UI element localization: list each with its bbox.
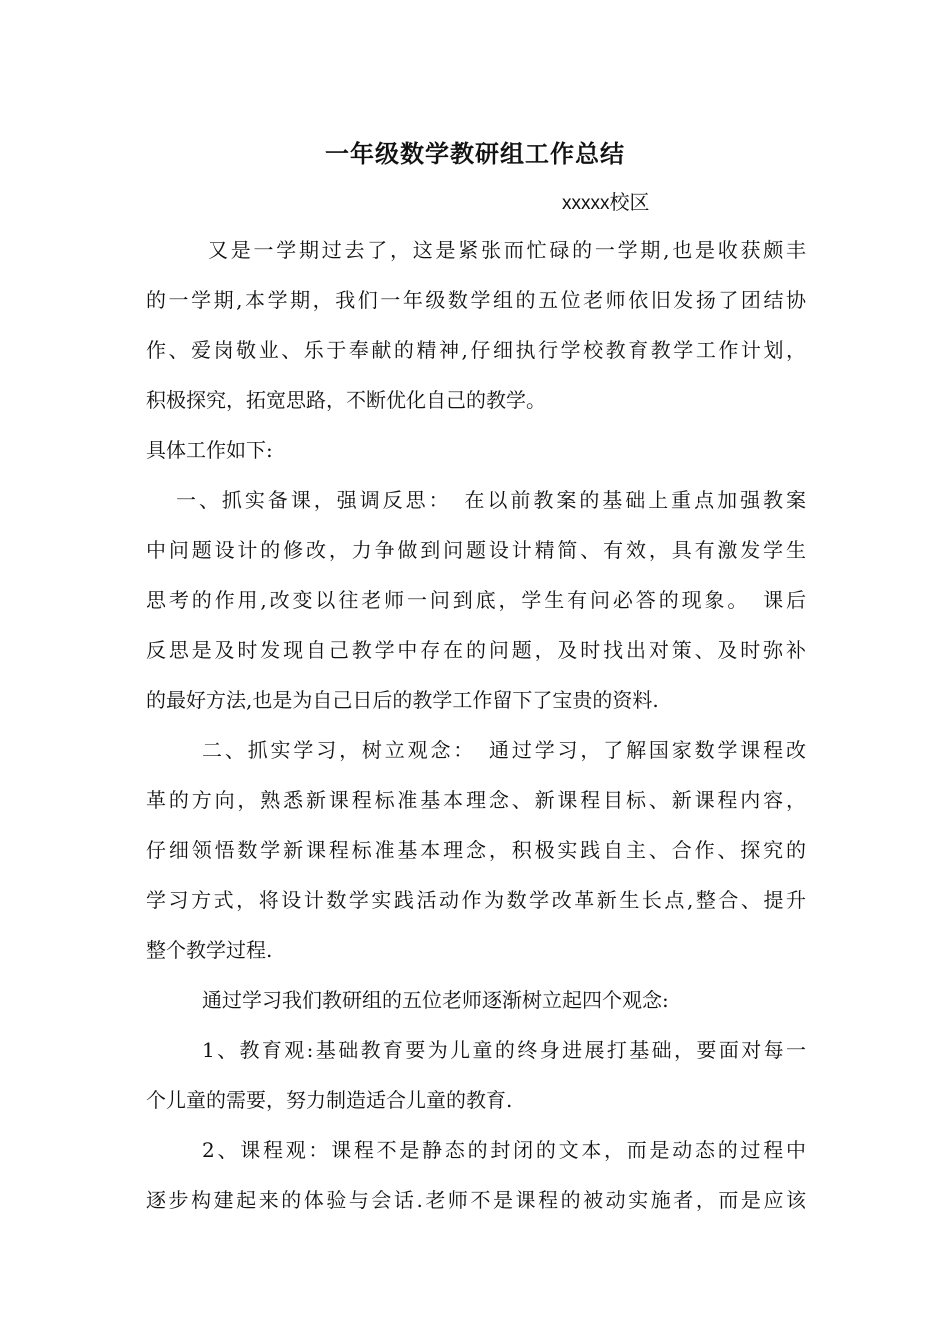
paragraph-line: 仔细领悟数学新课程标准基本理念，积极实践自主、合作、探究的 [146, 838, 806, 862]
paragraph-line: 个儿童的需要，努力制造适合儿童的教育. [146, 1088, 513, 1112]
paragraph-line: 的最好方法,也是为自己日后的教学工作留下了宝贵的资料. [146, 688, 659, 712]
paragraph-line: 学习方式，将设计数学实践活动作为数学改革新生长点,整合、提升 [146, 888, 806, 912]
paragraph-line: 反思是及时发现自己教学中存在的问题，及时找出对策、及时弥补 [146, 638, 806, 662]
document-title: 一年级数学教研组工作总结 [325, 139, 625, 168]
paragraph-line: 革的方向，熟悉新课程标准基本理念、新课程目标、新课程内容， [146, 788, 806, 812]
campus-prefix: xxxxx [562, 193, 610, 214]
campus-suffix: 校区 [609, 190, 650, 214]
paragraph-line: 中问题设计的修改，力争做到问题设计精简、有效，具有激发学生 [146, 538, 806, 562]
paragraph-line: 1、教育观:基础教育要为儿童的终身进展打基础，要面对每一 [202, 1038, 806, 1062]
paragraph-line: 具体工作如下: [146, 438, 273, 462]
paragraph-line: 一、抓实备课，强调反思： 在以前教案的基础上重点加强教案 [176, 488, 806, 512]
paragraph-line: 作、爱岗敬业、乐于奉献的精神,仔细执行学校教育教学工作计划， [146, 338, 806, 362]
campus-label [562, 186, 650, 215]
paragraph-line: 积极探究，拓宽思路，不断优化自己的教学。 [146, 388, 546, 412]
paragraph-line: 逐步构建起来的体验与会话.老师不是课程的被动实施者，而是应该 [146, 1188, 806, 1212]
paragraph-line: 思考的作用,改变以往老师一问到底，学生有问必答的现象。 课后 [146, 588, 806, 612]
paragraph-line: 整个教学过程. [146, 938, 273, 962]
paragraph-line: 2、课程观：课程不是静态的封闭的文本，而是动态的过程中 [202, 1138, 806, 1162]
paragraph-line: 的一学期,本学期，我们一年级数学组的五位老师依旧发扬了团结协 [146, 288, 806, 312]
paragraph-line: 又是一学期过去了，这是紧张而忙碌的一学期,也是收获颇丰 [208, 238, 806, 262]
paragraph-line: 通过学习我们教研组的五位老师逐渐树立起四个观念: [202, 988, 669, 1012]
paragraph-line: 二、抓实学习，树立观念： 通过学习，了解国家数学课程改 [202, 738, 806, 762]
